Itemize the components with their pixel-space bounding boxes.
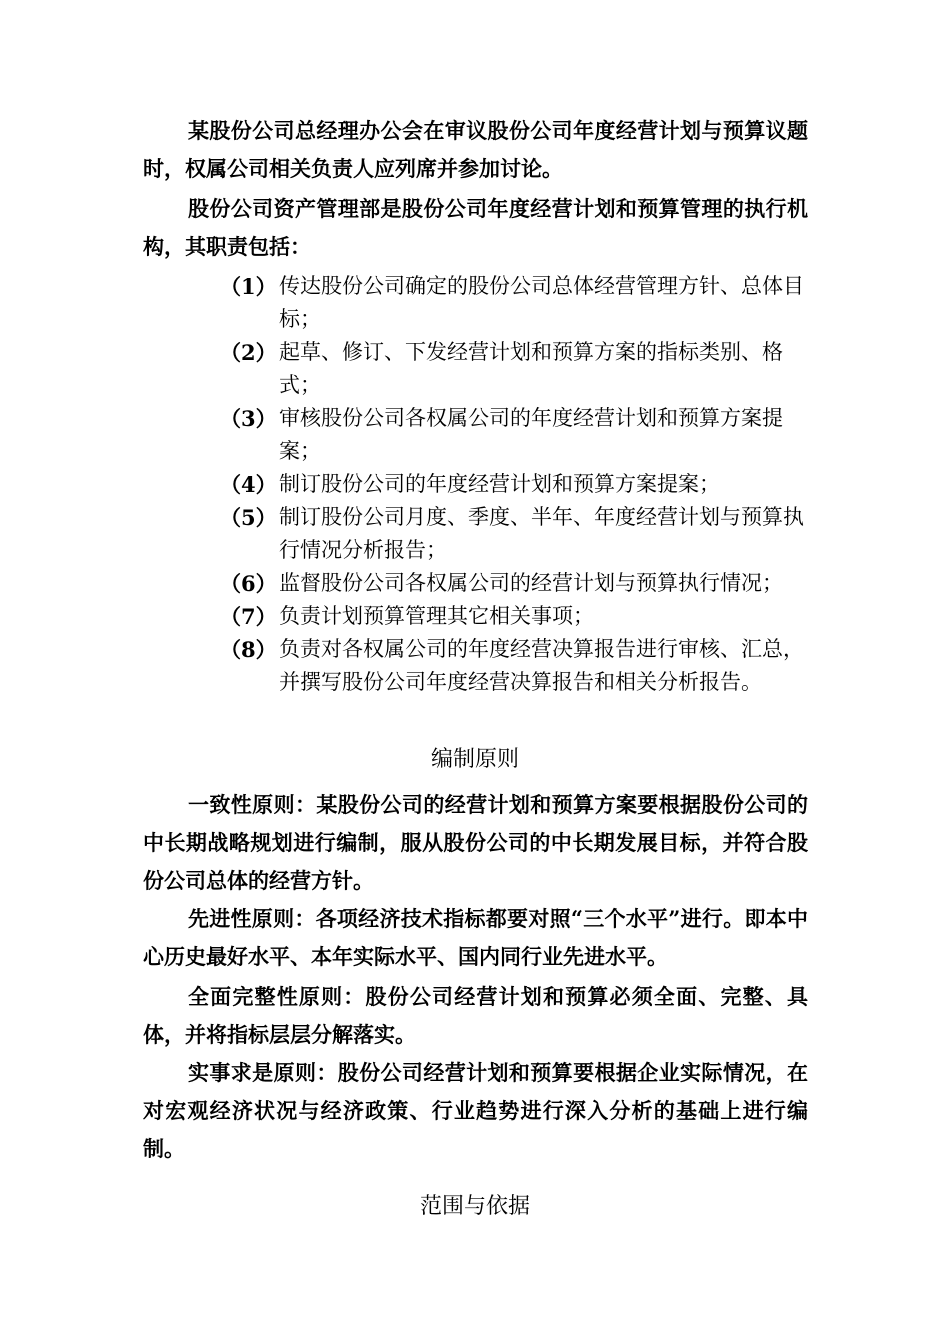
list-item-number: （4） xyxy=(220,472,277,497)
list-item-text: 制订股份公司月度、季度、半年、年度经营计划与预算执行情况分析报告； xyxy=(279,505,804,562)
intro-paragraph-1: 某股份公司总经理办公会在审议股份公司年度经营计划与预算议题时，权属公司相关负责人应列席并参加讨论。 xyxy=(143,118,808,181)
list-item-text: 起草、修订、下发经营计划和预算方案的指标类别、格式； xyxy=(279,340,783,397)
section-heading-principles: 编制原则 xyxy=(430,747,519,772)
list-item-number: （7） xyxy=(220,604,277,629)
principle-consistency: 一致性原则：某股份公司的经营计划和预算方案要根据股份公司的中长期战略规划进行编制，服从股份公司的中长期发展目标，并符合股份公司总体的经营方针。 xyxy=(143,792,808,893)
principle-advancement: 先进性原则：各项经济技术指标都要对照“三个水平”进行。即本中心历史最好水平、本年实际水平、国内同行业先进水平。 xyxy=(143,906,808,969)
list-item-number: （8） xyxy=(220,637,277,662)
list-item-text: 审核股份公司各权属公司的年度经营计划和预算方案提案； xyxy=(279,406,783,463)
list-item xyxy=(0,600,950,633)
list-item-text: 监督股份公司各权属公司的经营计划与预算执行情况； xyxy=(279,571,783,595)
list-item-text: 传达股份公司确定的股份公司总体经营管理方针、总体目标； xyxy=(279,274,804,331)
principle-realism: 实事求是原则：股份公司经营计划和预算要根据企业实际情况，在对宏观经济状况与经济政策、行业趋势进行深入分析的基础上进行编制。 xyxy=(143,1060,808,1161)
list-item-text: 负责计划预算管理其它相关事项； xyxy=(279,604,594,628)
list-item-number: （6） xyxy=(220,571,277,596)
list-item xyxy=(0,501,950,567)
list-item-text: 负责对各权属公司的年度经营决算报告进行审核、汇总，并撰写股份公司年度经营决算报告和相关分析报告。 xyxy=(279,637,804,694)
principle-completeness: 全面完整性原则：股份公司经营计划和预算必须全面、完整、具体，并将指标层层分解落实。 xyxy=(143,984,808,1047)
list-item xyxy=(0,402,950,468)
list-item xyxy=(0,336,950,402)
section-heading-scope: 范围与依据 xyxy=(419,1194,530,1219)
list-item-number: （5） xyxy=(220,505,277,530)
list-item-text: 制订股份公司的年度经营计划和预算方案提案； xyxy=(279,472,720,496)
list-item xyxy=(0,633,950,699)
list-item-number: （3） xyxy=(220,406,277,431)
list-item xyxy=(0,567,950,600)
list-item-number: （2） xyxy=(220,340,277,365)
duties-list xyxy=(0,270,950,699)
list-item-number: （1） xyxy=(220,274,277,299)
list-item xyxy=(0,468,950,501)
list-item xyxy=(0,270,950,336)
intro-paragraph-2: 股份公司资产管理部是股份公司年度经营计划和预算管理的执行机构，其职责包括： xyxy=(143,196,808,259)
